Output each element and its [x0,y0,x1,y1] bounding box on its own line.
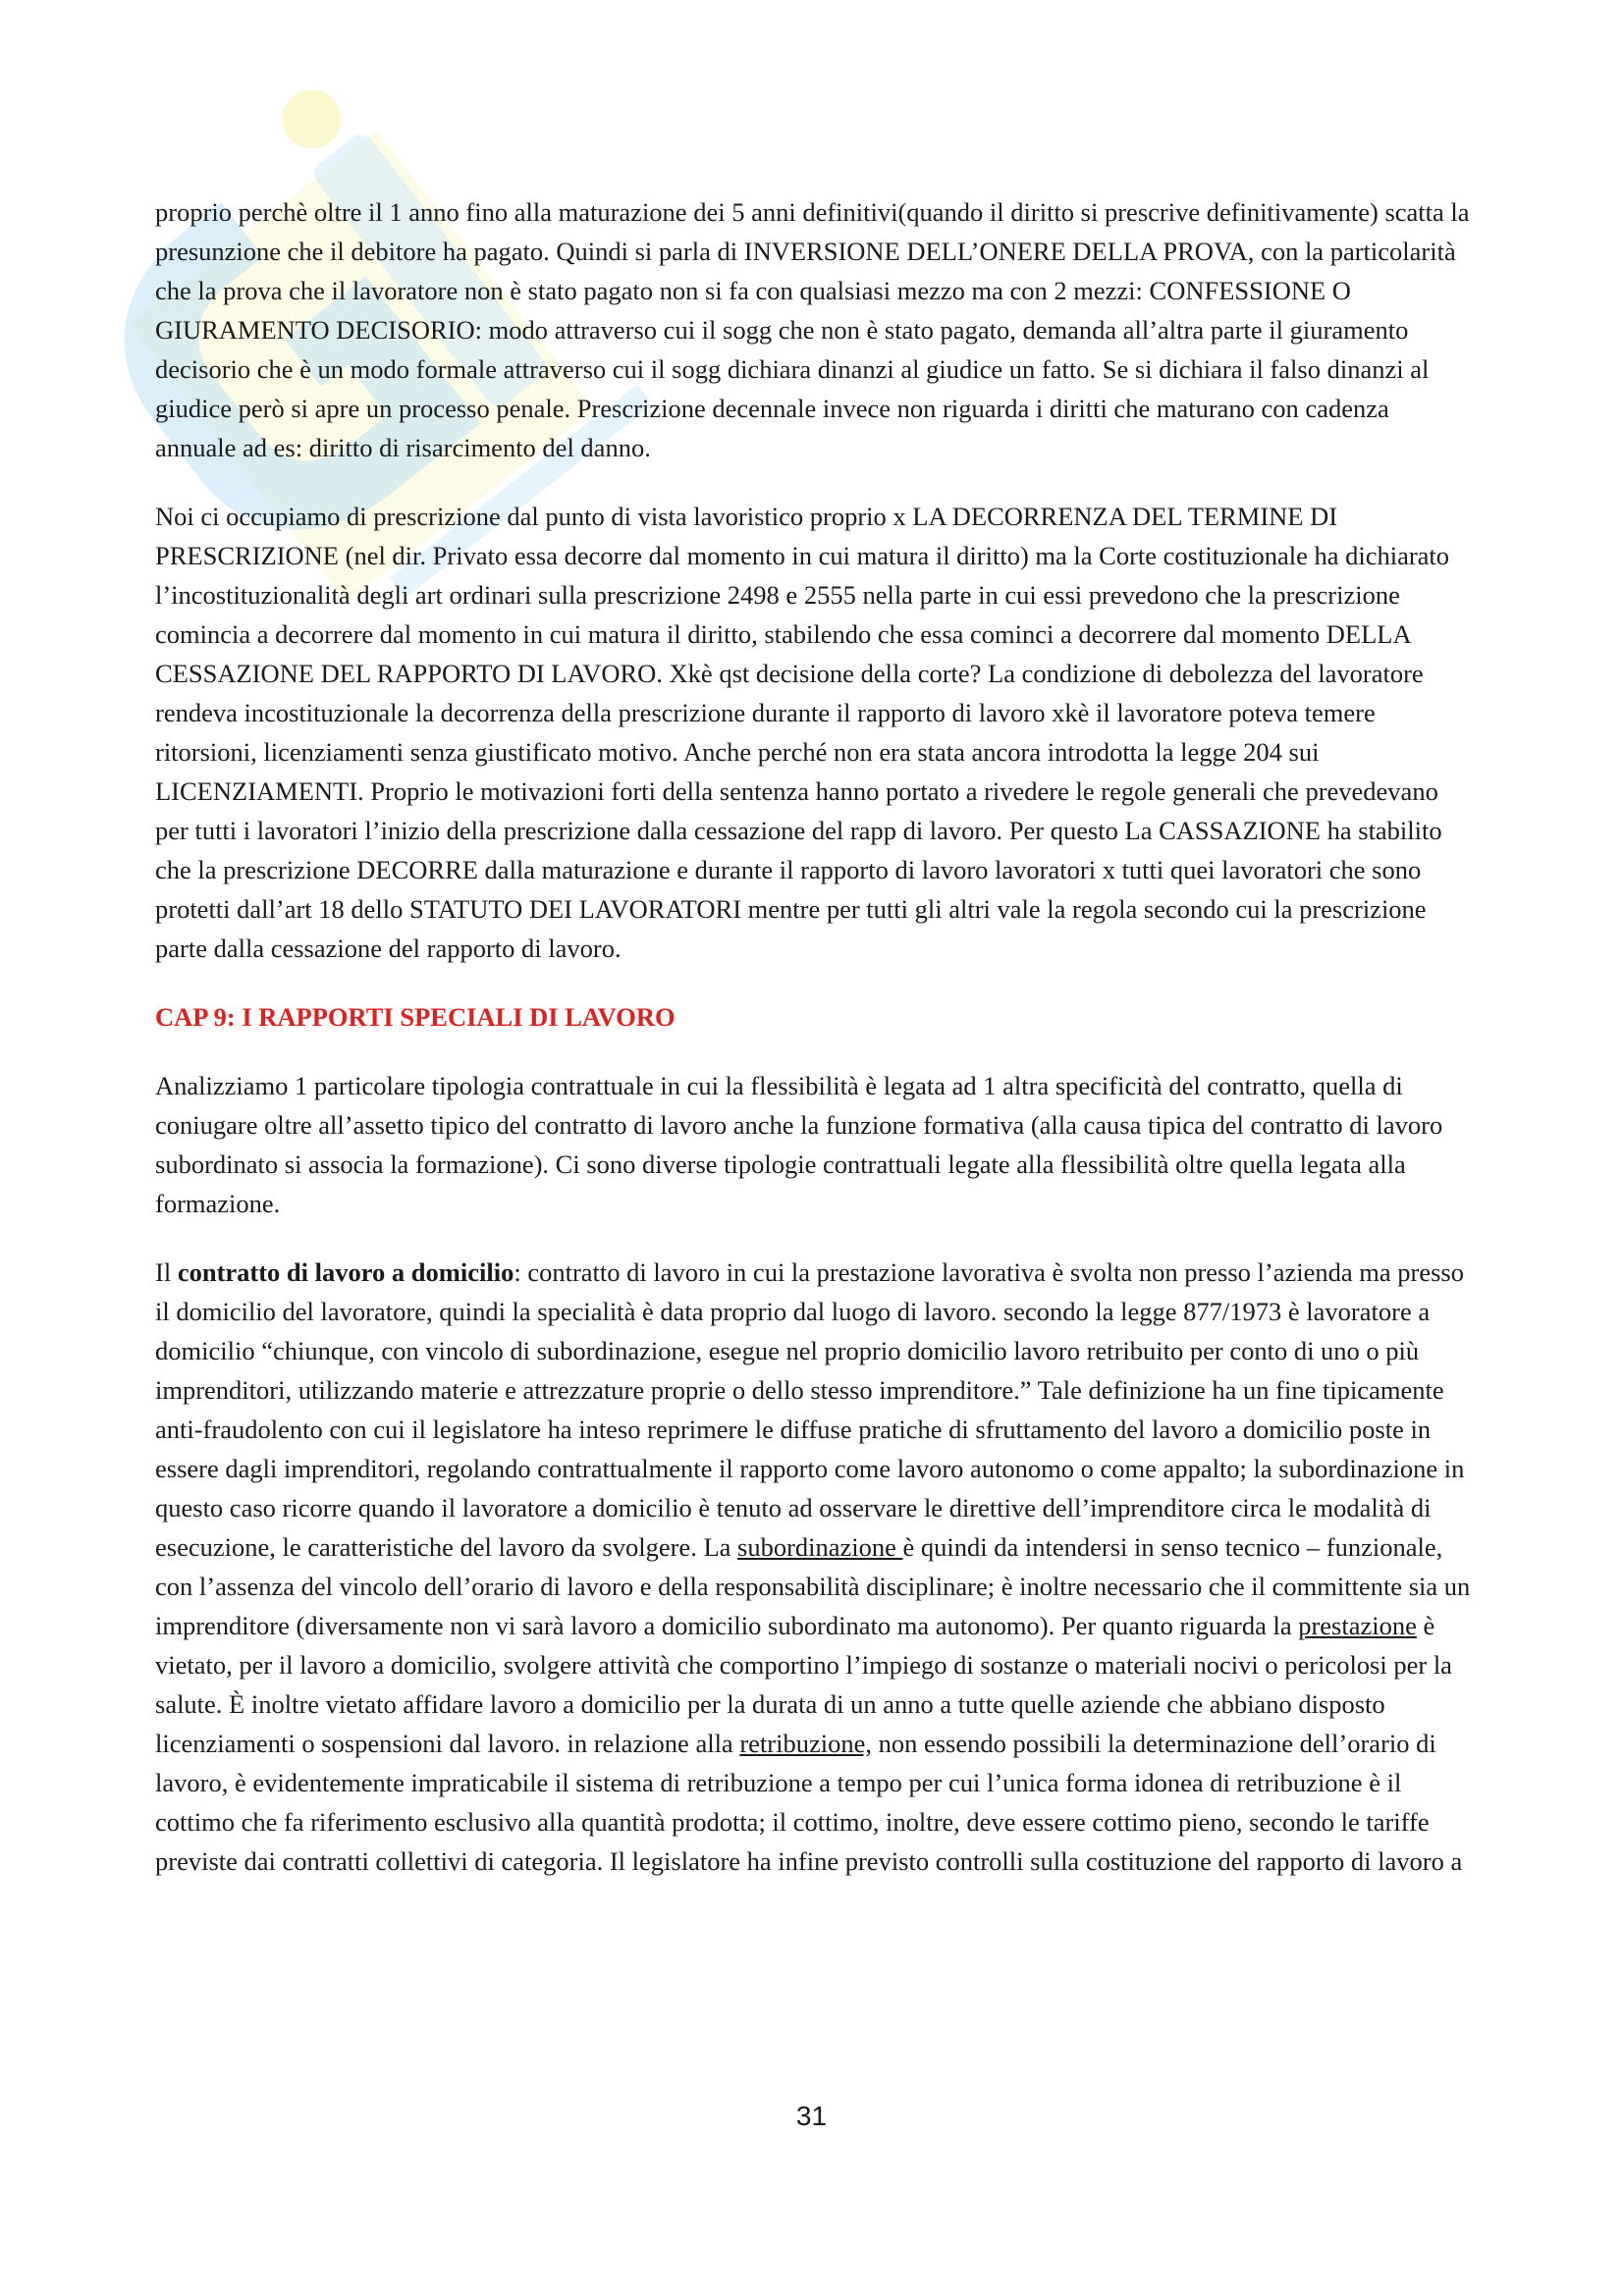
page-number: 31 [795,2101,828,2131]
chapter-heading: CAP 9: I RAPPORTI SPECIALI DI LAVORO [155,1002,676,1032]
paragraph-special-contracts-intro: Analizziamo 1 particolare tipologia contrattuale in cui la flessibilità è legata ad 1 altra specificità del contratto, quella di coniugare oltre all’assetto tipico del contratto di lavoro anche la funzione formativa (alla causa tipica del contratto di lavoro subordinato si associa la formazione). Ci sono diverse tipologie contrattuali legate alla flessibilità oltre quella legata alla formazione. [155,1071,1443,1218]
underlined-term-remuneration: retribuzione, [739,1729,872,1758]
text-run: non essendo possibili la determinazione dell’orario di lavoro, è evidentemente impraticabile il sistema di retribuzione a tempo per cui l’unica forma idonea di retribuzione è il cottimo che fa riferimento esclusivo alla quantità prodotta; il cottimo, inoltre, deve essere cottimo pieno, secondo le tariffe previste dai contratti collettivi di categoria. Il legislatore ha infine previsto controlli sulla costituzione del rapporto di lavoro a [155,1729,1463,1876]
underlined-term-subordination: subordinazione [737,1532,903,1562]
text-run: : contratto di lavoro in cui la prestazione lavorativa è svolta non presso l’azienda ma presso il domicilio del lavoratore, quindi la specialità è data proprio dal luogo di lavoro. secondo la legge 877/1973 è lavoratore a domicilio “chiunque, con vincolo di subordinazione, esegue nel proprio domicilio lavoro retribuito per conto di uno o più imprenditori, utilizzando materie e attrezzature proprie o dello stesso imprenditore.” Tale definizione ha un fine tipicamente anti-fraudolento con cui il legislatore ha inteso reprimere le diffuse pratiche di sfruttamento del lavoro a domicilio poste in essere dagli imprenditori, regolando contrattualmente il rapporto come lavoro autonomo o come appalto; la subordinazione in questo caso ricorre quando il lavoratore a domicilio è tenuto ad osservare le direttive dell’imprenditore circa le modalità di esecuzione, le caratteristiche del lavoro da svolgere. La [155,1257,1465,1562]
text-run: Il [155,1257,178,1287]
text-run: è quindi da intendersi in senso tecnico – funzionale, con l’assenza del vincolo dell’orario di lavoro e della responsabilità disciplinare; è inoltre necessario che il committente sia un imprenditore (diversamente non vi sarà lavoro a domicilio subordinato ma autonomo). Per quanto riguarda la [155,1532,1471,1640]
page-body [155,192,1473,1910]
paragraph-prescription-presumption: proprio perchè oltre il 1 anno fino alla maturazione dei 5 anni definitivi(quando il diritto si prescrive definitivamente) scatta la presunzione che il debitore ha pagato. Quindi si parla di INVERSIONE DELL’ONERE DELLA PROVA, con la particolarità che la prova che il lavoratore non è stato pagato non si fa con qualsiasi mezzo ma con 2 mezzi: CONFESSIONE O GIURAMENTO DECISORIO: modo attraverso cui il sogg che non è stato pagato, demanda all’altra parte il giuramento decisorio che è un modo formale attraverso cui il sogg dichiara dinanzi al giudice un fatto. Se si dichiara il falso dinanzi al giudice però si apre un processo penale. Prescrizione decennale invece non riguarda i diritti che maturano con cadenza annuale ad es: diritto di risarcimento del danno. [155,197,1470,462]
paragraph-home-work-contract [155,1253,1473,1881]
text-run: è vietato, per il lavoro a domicilio, svolgere attività che comportino l’impiego di sostanze o materiali nocivi o pericolosi per la salute. È inoltre vietato affidare lavoro a domicilio per la durata di un anno a tutte quelle aziende che abbiano disposto licenziamenti o sospensioni dal lavoro. in relazione alla [155,1611,1452,1758]
paragraph-prescription-start: Noi ci occupiamo di prescrizione dal punto di vista lavoristico proprio x LA DECORRENZA DEL TERMINE DI PRESCRIZIONE (nel dir. Privato essa decorre dal momento in cui matura il diritto) ma la Corte costituzionale ha dichiarato l’incostituzionalità degli art ordinari sulla prescrizione 2498 e 2555 nella parte in cui essi prevedono che la prescrizione comincia a decorrere dal momento in cui matura il diritto, stabilendo che essa cominci a decorrere dal momento DELLA CESSAZIONE DEL RAPPORTO DI LAVORO. Xkè qst decisione della corte? La condizione di debolezza del lavoratore rendeva incostituzionale la decorrenza della prescrizione durante il rapporto di lavoro xkè il lavoratore poteva temere ritorsioni, licenziamenti senza giustificato motivo. Anche perché non era stata ancora introdotta la legge 204 sui LICENZIAMENTI. Proprio le motivazioni forti della sentenza hanno portato a rivedere le regole generali che prevedevano per tutti i lavoratori l’inizio della prescrizione dalla cessazione del rapp di lavoro. Per questo La CASSAZIONE ha stabilito che la prescrizione DECORRE dalla maturazione e durante il rapporto di lavoro lavoratori x tutti quei lavoratori che sono protetti dall’art 18 dello STATUTO DEI LAVORATORI mentre per tutti gli altri vale la regola secondo cui la prescrizione parte dalla cessazione del rapporto di lavoro. [155,502,1450,963]
bold-term-home-work-contract: contratto di lavoro a domicilio [177,1257,514,1287]
underlined-term-performance: prestazione [1298,1611,1417,1640]
